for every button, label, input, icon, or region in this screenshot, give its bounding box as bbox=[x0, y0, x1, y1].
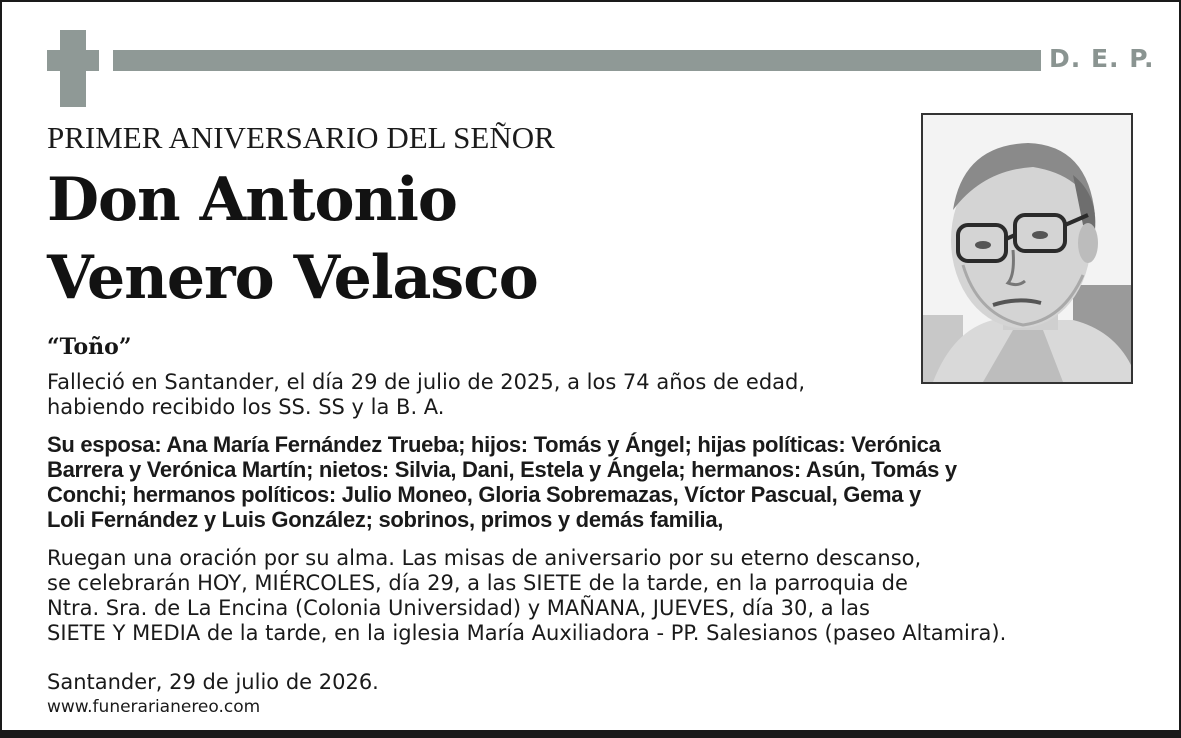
portrait-photo bbox=[921, 113, 1133, 384]
header-rule bbox=[113, 50, 1041, 71]
mass-line: Ntra. Sra. de La Encina (Colonia Universidad) y MAÑANA, JUEVES, día 30, a las bbox=[47, 596, 870, 620]
mass-line: se celebrarán HOY, MIÉRCOLES, día 29, a las SIETE de la tarde, en la parroquia de bbox=[47, 571, 908, 595]
deceased-name-line2: Venero Velasco bbox=[47, 243, 538, 313]
death-notice-line: habiendo recibido los SS. SS y la B. A. bbox=[47, 395, 445, 419]
deceased-name-line1: Don Antonio bbox=[47, 165, 457, 235]
mass-announcement bbox=[47, 546, 1006, 646]
website-link[interactable]: www.funerarianereo.com bbox=[47, 697, 261, 717]
family-line: Barrera y Verónica Martín; nietos: Silvia, Dani, Estela y Ángela; hermanos: Asún, Tomás y bbox=[47, 457, 957, 482]
place-date: Santander, 29 de julio de 2026. bbox=[47, 670, 379, 694]
death-notice-line: Falleció en Santander, el día 29 de julio de 2025, a los 74 años de edad, bbox=[47, 370, 806, 394]
nickname: “Toño” bbox=[47, 334, 132, 360]
family-line: Conchi; hermanos políticos: Julio Moneo, Gloria Sobremazas, Víctor Pascual, Gema y bbox=[47, 482, 921, 507]
death-notice bbox=[47, 370, 805, 420]
family-list bbox=[47, 432, 957, 532]
family-line: Loli Fernández y Luis González; sobrinos, primos y demás familia, bbox=[47, 507, 724, 532]
dep-label: D. E. P. bbox=[1049, 44, 1155, 73]
anniversary-subtitle: PRIMER ANIVERSARIO DEL SEÑOR bbox=[47, 120, 555, 155]
mass-line: Ruegan una oración por su alma. Las misas de aniversario por su eterno descanso, bbox=[47, 546, 922, 570]
family-line: Su esposa: Ana María Fernández Trueba; hijos: Tomás y Ángel; hijas políticas: Verónica bbox=[47, 432, 941, 457]
cross-icon-bar bbox=[47, 50, 99, 71]
mass-line: SIETE Y MEDIA de la tarde, en la iglesia María Auxiliadora - PP. Salesianos (paseo Altamira). bbox=[47, 621, 1007, 645]
